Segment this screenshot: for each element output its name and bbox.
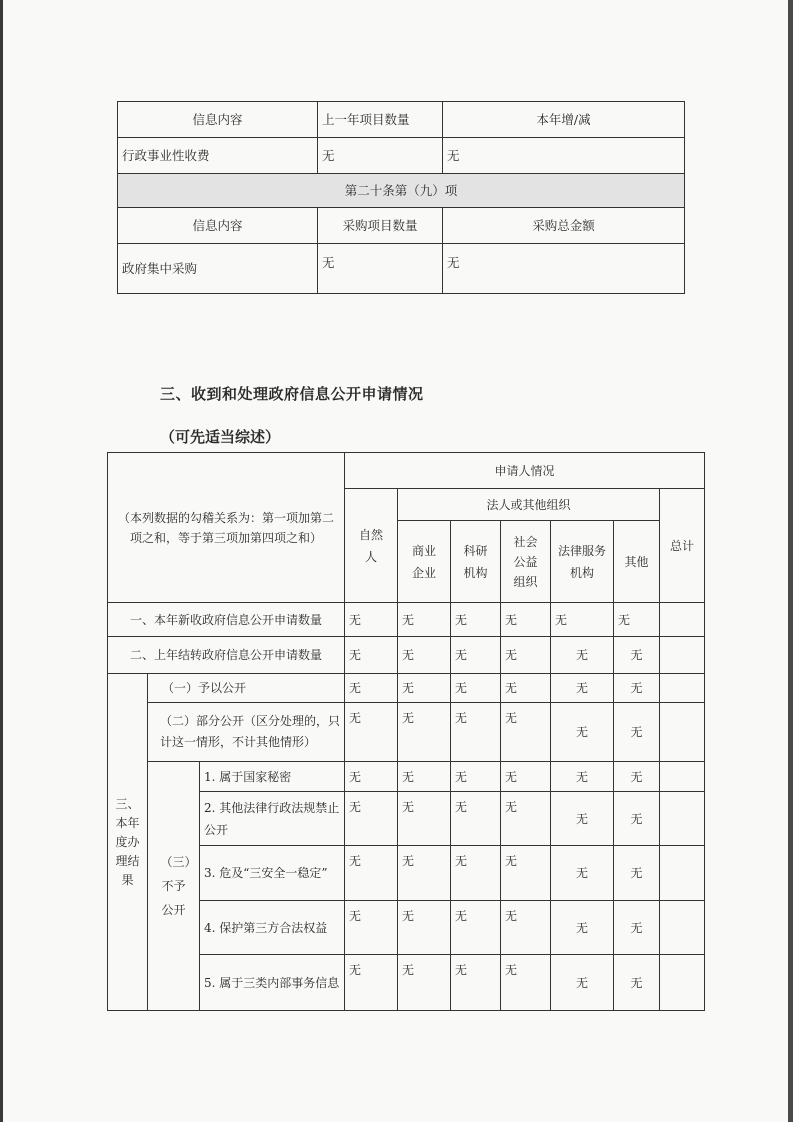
table-cell: 无	[345, 637, 398, 674]
table-cell: 无	[551, 955, 614, 1011]
table-cell: 无	[451, 846, 501, 901]
table-cell: 无	[551, 846, 614, 901]
table-cell: 无	[318, 138, 443, 174]
table-cell: 无	[551, 703, 614, 762]
section-title: 第二十条第（九）项	[118, 174, 685, 208]
row-label: 一、本年新收政府信息公开申请数量	[108, 603, 345, 637]
sub-col-label: 社会公益组织	[513, 534, 538, 589]
total-cell	[660, 792, 705, 846]
table-cell: 无	[345, 955, 398, 1011]
header-cell: 信息内容	[118, 102, 318, 138]
table-cell: 无	[451, 637, 501, 674]
table-cell: 无	[614, 846, 660, 901]
table-cell: 无	[501, 901, 551, 955]
table-cell: 无	[345, 603, 398, 637]
table-cell: 无	[443, 138, 685, 174]
table-cell: 无	[398, 846, 451, 901]
table-cell: 无	[451, 792, 501, 846]
table-cell: 无	[345, 792, 398, 846]
scan-edge-right	[788, 0, 793, 1122]
fee-procurement-table	[117, 101, 685, 294]
sub-col-header	[501, 521, 551, 603]
table-cell: 无	[451, 703, 501, 762]
row-label: 4. 保护第三方合法权益	[200, 901, 345, 955]
table-cell: 无	[398, 901, 451, 955]
table-row	[108, 762, 705, 792]
row-label: 1. 属于国家秘密	[200, 762, 345, 792]
table-cell: 无	[551, 637, 614, 674]
sub-col-header	[551, 521, 614, 603]
total-cell	[660, 762, 705, 792]
table-cell: 无	[318, 244, 443, 294]
section-subheading: （可先适当综述）	[160, 428, 281, 446]
row-label: 二、上年结转政府信息公开申请数量	[108, 637, 345, 674]
section-heading: 三、收到和处理政府信息公开申请情况	[160, 385, 424, 403]
table-cell: 无	[614, 674, 660, 703]
row-label: 2. 其他法律行政法规禁止公开	[200, 792, 345, 846]
result-group-label: 三、本年度办理结果	[115, 796, 140, 887]
total-header: 总计	[660, 489, 705, 603]
table-row	[118, 244, 685, 294]
table-cell: 无	[614, 703, 660, 762]
table-cell: 无	[614, 955, 660, 1011]
table-cell: 无	[451, 762, 501, 792]
row-label: （一）予以公开	[148, 674, 345, 703]
table-cell: 无	[398, 603, 451, 637]
sub-col-label: 法律服务机构	[557, 543, 606, 580]
row-label: 3. 危及“三安全一稳定”	[200, 846, 345, 901]
table-cell: 无	[398, 637, 451, 674]
table-cell: 无	[443, 244, 685, 294]
scan-edge-left	[0, 0, 3, 1122]
table-cell: 无	[501, 792, 551, 846]
table-cell: 无	[398, 955, 451, 1011]
table-cell: 无	[614, 603, 660, 637]
header-cell: 采购项目数量	[318, 208, 443, 244]
header-cell: 信息内容	[118, 208, 318, 244]
table-cell: 无	[614, 637, 660, 674]
table-cell: 无	[345, 703, 398, 762]
table-cell: 无	[398, 703, 451, 762]
sub-col-header	[398, 521, 451, 603]
table-cell: 无	[501, 674, 551, 703]
result-group-cell	[108, 674, 148, 1011]
table-cell: 无	[614, 762, 660, 792]
sub-col-header	[451, 521, 501, 603]
table-cell: 无	[398, 674, 451, 703]
table-cell: 无	[451, 603, 501, 637]
table-cell: 无	[614, 901, 660, 955]
total-cell	[660, 901, 705, 955]
row-label: 政府集中采购	[118, 244, 318, 294]
header-cell: 上一年项目数量	[318, 102, 443, 138]
total-cell	[660, 674, 705, 703]
table-row	[108, 453, 705, 489]
table-cell: 无	[345, 846, 398, 901]
total-cell	[660, 603, 705, 637]
table-cell: 无	[501, 762, 551, 792]
table-cell: 无	[501, 846, 551, 901]
table-cell: 无	[451, 955, 501, 1011]
table-cell: 无	[398, 762, 451, 792]
table-cell: 无	[501, 703, 551, 762]
table-row	[108, 703, 705, 762]
refuse-group-label: （三）不予公开	[160, 855, 197, 917]
table-cell: 无	[551, 792, 614, 846]
total-cell	[660, 955, 705, 1011]
header-cell: 采购总金额	[443, 208, 685, 244]
sub-col-label: 商业企业	[411, 543, 436, 580]
table-cell: 无	[345, 901, 398, 955]
note-cell: （本列数据的勾稽关系为：第一项加第二项之和，等于第三项加第四项之和）	[108, 453, 345, 603]
table-cell: 无	[345, 762, 398, 792]
table-cell: 无	[345, 674, 398, 703]
table-cell: 无	[551, 674, 614, 703]
natural-person-label: 自然人	[358, 527, 383, 564]
row-label: 行政事业性收费	[118, 138, 318, 174]
table-cell: 无	[451, 901, 501, 955]
table-row	[108, 674, 705, 703]
applicant-header: 申请人情况	[345, 453, 705, 489]
total-cell	[660, 846, 705, 901]
table-row	[108, 637, 705, 674]
refuse-group-cell	[148, 762, 200, 1011]
table-cell: 无	[551, 603, 614, 637]
natural-person-header	[345, 489, 398, 603]
table-cell: 无	[614, 792, 660, 846]
table-cell: 无	[551, 762, 614, 792]
table-row	[118, 208, 685, 244]
row-label: 5. 属于三类内部事务信息	[200, 955, 345, 1011]
section-row	[118, 174, 685, 208]
sub-col-label: 科研机构	[463, 543, 488, 580]
table-row	[108, 603, 705, 637]
legal-group-header: 法人或其他组织	[398, 489, 660, 521]
table-cell: 无	[551, 901, 614, 955]
header-cell: 本年增/减	[443, 102, 685, 138]
table-cell: 无	[501, 637, 551, 674]
table-row	[118, 138, 685, 174]
table-row	[118, 102, 685, 138]
total-cell	[660, 703, 705, 762]
application-stats-table	[107, 452, 705, 1011]
total-cell	[660, 637, 705, 674]
table-cell: 无	[398, 792, 451, 846]
row-label: （二）部分公开（区分处理的，只计这一情形，不计其他情形）	[148, 703, 345, 762]
table-cell: 无	[451, 674, 501, 703]
table-cell: 无	[501, 603, 551, 637]
sub-col-header: 其他	[614, 521, 660, 603]
table-cell: 无	[501, 955, 551, 1011]
